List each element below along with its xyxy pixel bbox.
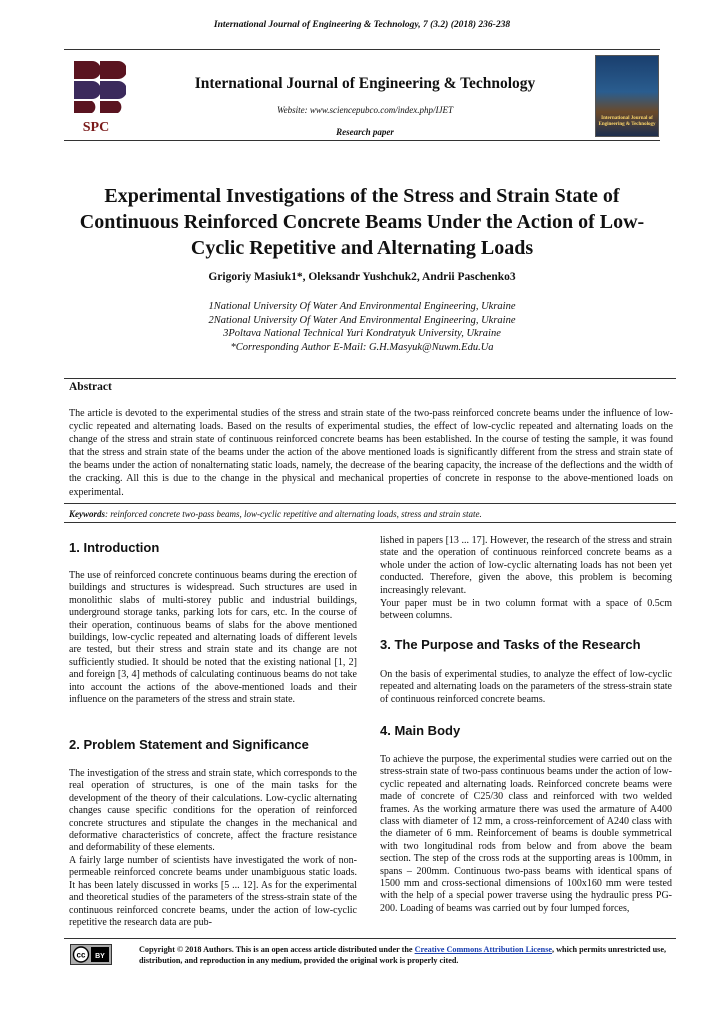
footer-rule (64, 938, 676, 939)
purpose-paragraph: On the basis of experimental studies, to analyze the effect of low-cyclic repeated and alternating loads on the parameters of the stress-strain state of continuous reinforced concrete beams. (380, 669, 672, 705)
affiliation-2: 2National University Of Water And Environmental Engineering, Ukraine (208, 314, 516, 326)
cc-by-license-icon[interactable] (70, 944, 112, 965)
cover-title: International Journal of Engineering & Technology (598, 116, 656, 127)
copyright-notice (139, 944, 673, 966)
paper-type: Research paper (336, 127, 394, 137)
introduction-paragraph: The use of reinforced concrete continuous beams during the erection of buildings and structures is widespread. Such structures are used in monolithic slabs of multi-storey public and industrial buildings, underground storage tanks, parking lots for cars, etc. In the course of their operation, continuous beams of slabs for the above mentioned buildings, low-cyclic repeated and alternating loads of different levels are tested, but their stress and strain state and its change are not sufficiently studied. It should be noted that the existing national [1, 2] and foreign [3, 4] methods of calculating continuous beams do not take into account the actions of the above-mentioned loads and their influence on the parameters of the stress and strain state. (69, 570, 357, 706)
abstract-rule-bottom (64, 503, 676, 504)
affiliations (60, 300, 664, 354)
license-text-pre: Copyright © 2018 Authors. This is an open access article distributed under the (139, 945, 415, 954)
keywords-rule (64, 522, 676, 523)
abstract-rule-top (64, 378, 676, 379)
header-rule-top (64, 49, 660, 50)
license-link[interactable]: Creative Commons Attribution License (414, 945, 553, 954)
format-note: Your paper must be in two column format with a space of 0.5cm between columns. (380, 598, 672, 622)
svg-text:cc: cc (76, 950, 86, 960)
keywords: Keywords: reinforced concrete two-pass beams, low-cyclic repetitive and alternating loads, stress and strain state. (69, 509, 482, 519)
problem-statement-continuation: lished in papers [13 ... 17]. However, the research of the stress and strain state and the operation of continuous reinforced concrete beams as a whole under the action of low-cyclic alternating loads has not been yet conducted. Therefore, given the above, this problem is becoming increasingly relevant. (380, 535, 672, 596)
logo-text: SPC (82, 120, 110, 135)
section-heading-purpose: 3. The Purpose and Tasks of the Research (380, 637, 641, 652)
keywords-label: Keywords (69, 509, 105, 519)
keywords-text: reinforced concrete two-pass beams, low-cyclic repetitive and alternating loads, stress and strain state. (110, 509, 482, 519)
section-heading-introduction: 1. Introduction (69, 540, 160, 555)
section-heading-main-body: 4. Main Body (380, 723, 461, 738)
paper-title: Experimental Investigations of the Stress and Strain State of Continuous Reinforced Concrete Beams Under the Action of Low-Cyclic Repetitive and Alternating Loads (79, 185, 645, 259)
license-text-post: , which permits unrestricted use, distribution, and reproduction in any medium, provided the original work is properly cited. (139, 945, 667, 965)
affiliation-1: 1National University Of Water And Environmental Engineering, Ukraine (208, 301, 516, 312)
section-heading-problem-statement: 2. Problem Statement and Significance (69, 737, 309, 752)
abstract-body: The article is devoted to the experimental studies of the stress and strain state of the two-pass reinforced concrete beams under the influence of low-cyclic repeated and alternating loads. Based on the results of experimental studies, the effect of low-cyclic repeated and alternating loads on the change of the stress and strain state of continuous reinforced concrete beams has been established. In the course of testing the sample, it was found that the stress and strain state of the beams under the action of the above mentioned loads is significantly different from the stress and strain state of the beams under the action of nonalternating static loads, namely, the decrease of the bearing capacity, the increase of the deflections and the width of the cracking. All this is due to the change in the physical and mechanical properties of concrete in response to the above-mentioned loads on experimental. (69, 408, 673, 498)
problem-statement-paragraph-2: A fairly large number of scientists have investigated the work of non-permeable reinforced concrete beams under unambiguous static loads. It has been lately discussed in works [5 ... 12]. As for the experimental and theoretical studies of the parameters of the stress-strain state of the continuous reinforced concrete beams, under the action of low-cyclic repetitive the research data are pub- (69, 855, 357, 929)
header-rule-bottom (64, 140, 660, 141)
corresponding-author: *Corresponding Author E-Mail: G.H.Masyuk@Nuwm.Edu.Ua (230, 341, 494, 353)
abstract-heading: Abstract (69, 381, 112, 393)
journal-title: International Journal of Engineering & Technology (194, 75, 536, 92)
author-list: Grigoriy Masiuk1*, Oleksandr Yushchuk2, Andrii Paschenko3 (208, 271, 516, 283)
journal-website: Website: www.sciencepubco.com/index.php/IJET (277, 105, 453, 115)
journal-cover-image (595, 55, 659, 137)
cc-label: BY (95, 953, 105, 960)
spc-logo (66, 55, 126, 135)
main-body-paragraph: To achieve the purpose, the experimental studies were carried out on the stress-strain state of two-pass continuous beams under the action of low-cyclic repeated and alternating loads. Reinforced concrete beams were made of concrete of C25/30 class and reinforced with two welded frames. As the working armature there was used the armature of A400 class with diameter of 12 mm, a cross-reinforcement of A240 class with the diameter of 6 mm. Reinforcement of beams is double symmetrical with two longitudinal rods from below and from above the beam section. The step of the cross rods at the supporting areas is 100mm, in spans – 200mm. Continuous two-pass beams with identical spans of 1500 mm and cross-sectional dimensions of 100x160 mm were tested with the help of a special power traverse using the hydraulic press PG-200. Loading of beams was carried out by four lumped forces, (380, 754, 672, 914)
affiliation-3: 3Poltava National Technical Yuri Kondratyuk University, Ukraine (223, 328, 501, 339)
journal-citation: International Journal of Engineering & Technology, 7 (3.2) (2018) 236-238 (213, 20, 511, 30)
problem-statement-paragraph-1: The investigation of the stress and strain state, which corresponds to the real operation of structures, is one of the main tasks for the development of the theory of their calculations. Low-cyclic alternating changes cause specific conditions for the operation of reinforced concrete structures and stipulate the changes in the mechanical and deformative characteristics of concrete, affect the fracture resistance and deformability of these elements. (69, 768, 357, 854)
